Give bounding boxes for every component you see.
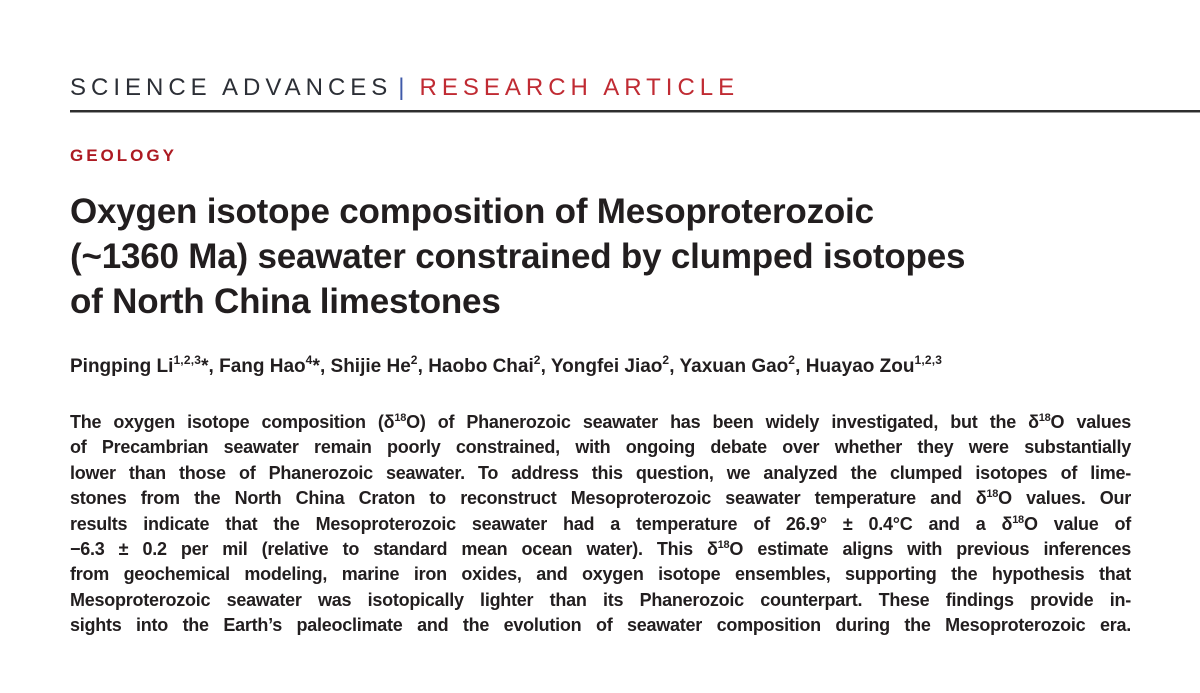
isotope-superscript: 18 (717, 538, 730, 551)
isotope-superscript: 18 (394, 412, 407, 424)
author-affiliation-superscript: 2 (410, 353, 418, 367)
abstract-line: Mesoproterozoic seawater was isotopically lighter than its Phanerozoic counterpart. These findings provide in- (70, 589, 1131, 610)
title-line: (~1360 Ma) seawater constrained by clumped isotopes (70, 237, 966, 276)
masthead (70, 74, 739, 102)
author: Huayao Zou$^{1,2,3}$ (805, 353, 943, 377)
abstract-line: stones from the North China Craton to reconstruct Mesoproterozoic seawater temperature and $\delta^{18}O$ values. Our (70, 488, 1131, 509)
author: Pingping Li$^{1,2,3}$* (70, 353, 209, 377)
author-affiliation-superscript: 4 (305, 353, 313, 367)
article-title (70, 189, 1138, 324)
author: Yaxuan Gao$^2$ (679, 353, 796, 377)
author-affiliation-superscript: 1,2,3 (914, 353, 943, 367)
author-affiliation-superscript: 2 (533, 353, 541, 367)
masthead-divider: | (398, 74, 410, 101)
abstract-line: The oxygen isotope composition $(\delta^{18}O)$ of Phanerozoic seawater has been widely investigated, but the $\delta^{18}O$ values (70, 412, 1131, 432)
abstract-text (70, 410, 1131, 639)
author: Haobo Chai$^2$ (428, 353, 541, 377)
author-affiliation-superscript: 1,2,3 (173, 353, 202, 367)
author: Yongfei Jiao$^2$ (550, 353, 670, 377)
author: Shijie He$^2$ (330, 353, 418, 377)
corresponding-author-mark: * (201, 356, 209, 377)
abstract-line: from geochemical modeling, marine iron oxides, and oxygen isotope ensembles, supporting the hypothesis that (70, 564, 1131, 585)
section-label: GEOLOGY (70, 146, 177, 165)
author: Fang Hao$^4$* (219, 353, 320, 377)
isotope-superscript: 18 (986, 488, 999, 501)
title-line: of North China limestones (70, 282, 501, 321)
journal-name: SCIENCE ADVANCES (70, 74, 393, 101)
title-line: Oxygen isotope composition of Mesoproterozoic (70, 192, 874, 231)
abstract-line: −6.3 ± 0.2 per mil (relative to standard mean ocean water). This $\delta^{18}O$ estimate aligns with previous inferences (70, 538, 1131, 559)
corresponding-author-mark: * (312, 356, 320, 377)
author-affiliation-superscript: 2 (788, 353, 796, 367)
article-type-label: RESEARCH ARTICLE (419, 74, 740, 101)
author-affiliation-superscript: 2 (662, 353, 670, 367)
abstract-line: sights into the Earth’s paleoclimate and the evolution of seawater composition during the Mesoproterozoic era. (70, 615, 1131, 636)
isotope-superscript: 18 (1012, 513, 1024, 526)
abstract-line: results indicate that the Mesoproterozoic seawater had a temperature of 26.9° ± 0.4°C and a $\delta^{18}O$ value of (70, 513, 1131, 534)
author-list: Pingping Li$^{1,2,3}$*, Fang Hao$^4$*, Shijie He$^2$, Haobo Chai$^2$, Yongfei Jiao$^2$, Yaxuan Gao$^2$, Huayao Zou$^{1,2,3}$ (70, 353, 943, 377)
abstract-line: lower than those of Phanerozoic seawater. To address this question, we analyzed the clumped isotopes of lime- (70, 462, 1131, 483)
masthead-rule (70, 110, 1200, 113)
isotope-superscript: 18 (1038, 412, 1051, 424)
abstract-line: of Precambrian seawater remain poorly constrained, with ongoing debate over whether they were substantially (70, 437, 1131, 458)
